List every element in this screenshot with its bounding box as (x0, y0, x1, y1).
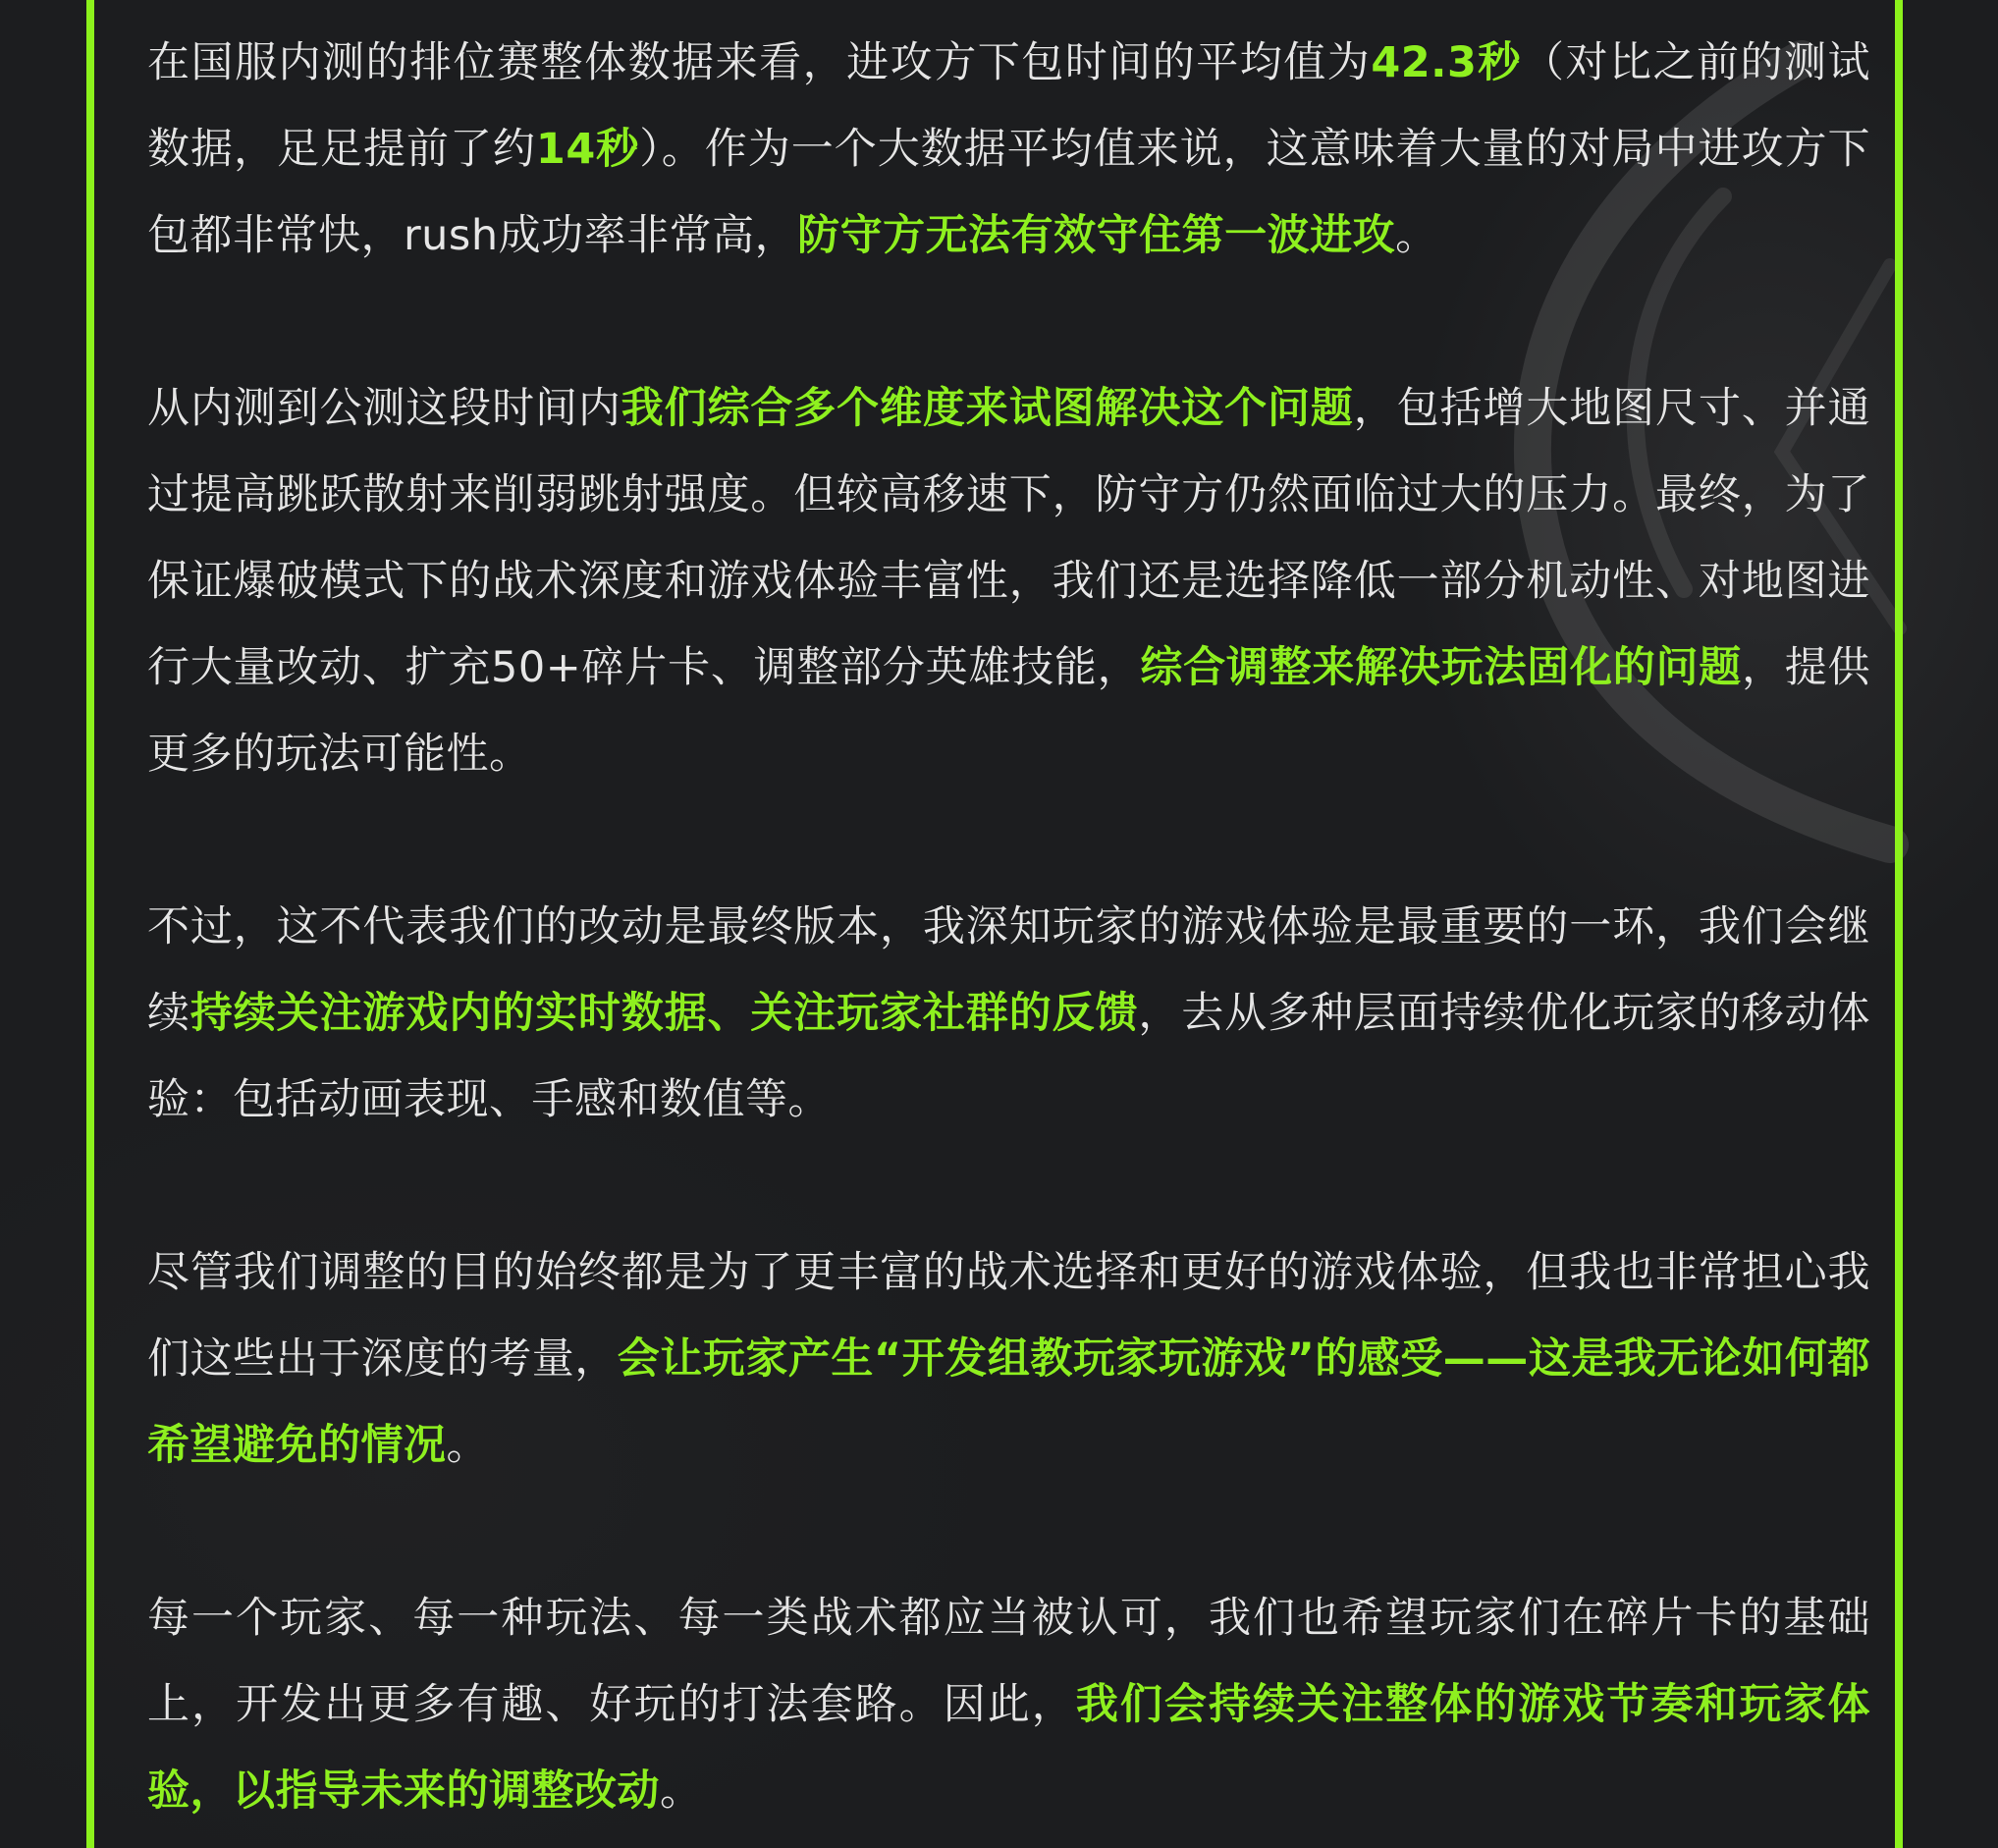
highlight-run: 我们会持续关注整体的游戏节奏和玩家体验，以指导未来的调整改动 (147, 1680, 1871, 1816)
highlight-run: 我们综合多个维度来试图解决这个问题 (621, 384, 1354, 433)
text-run: 。 (660, 1766, 703, 1816)
paragraph-5 (147, 1575, 1870, 1834)
highlight-run: 14秒 (535, 125, 640, 174)
text-run: 在国服内测的排位赛整体数据来看，进攻方下包时间的平均值为 (147, 38, 1372, 87)
text-run: 不过，这不代表我们的改动是最终版本，我深知玩家的游戏体验是最重要的一环，我们会继续 (147, 902, 1870, 1038)
text-run: 。 (1395, 211, 1438, 260)
text-run: ，去从多种层面持续优化玩家的移动体验：包括动画表现、手感和数值等。 (147, 989, 1871, 1124)
paragraph-1 (147, 20, 1870, 279)
paragraph-4 (147, 1229, 1870, 1489)
highlight-run: 会让玩家产生“开发组教玩家玩游戏”的感受——这是我无论如何都希望避免的情况 (147, 1334, 1870, 1470)
text-run: （对比之前的测试数据，足足提前了约 (147, 38, 1871, 174)
text-run: 。 (446, 1421, 489, 1470)
highlight-run: 42.3秒 (1371, 38, 1522, 87)
text-run: ，提供更多的玩法可能性。 (147, 643, 1870, 779)
text-run: 尽管我们调整的目的始终都是为了更丰富的战术选择和更好的游戏体验，但我也非常担心我们这些出于深度的考量， (147, 1248, 1870, 1384)
text-run: 从内测到公测这段时间内 (147, 384, 621, 433)
article-body (147, 20, 1870, 1848)
text-run: ，包括增大地图尺寸、并通过提高跳跃散射来削弱跳射强度。但较高移速下，防守方仍然面临过大的压力。最终，为了保证爆破模式下的战术深度和游戏体验丰富性，我们还是选择降低一部分机动性、对地图进行大量改动、扩充50+碎片卡、调整部分英雄技能， (147, 384, 1871, 692)
highlight-run: 持续关注游戏内的实时数据、关注玩家社群的反馈 (189, 989, 1139, 1038)
highlight-run: 综合调整来解决玩法固化的问题 (1140, 643, 1742, 692)
text-run: ）。作为一个大数据平均值来说，这意味着大量的对局中进攻方下包都非常快，rush成功率非常高， (147, 125, 1871, 260)
highlight-run: 防守方无法有效守住第一波进攻 (797, 211, 1396, 260)
text-run: 每一个玩家、每一种玩法、每一类战术都应当被认可，我们也希望玩家们在碎片卡的基础上，开发出更多有趣、好玩的打法套路。因此， (147, 1594, 1870, 1729)
paragraph-2 (147, 365, 1870, 797)
paragraph-3 (147, 884, 1870, 1143)
